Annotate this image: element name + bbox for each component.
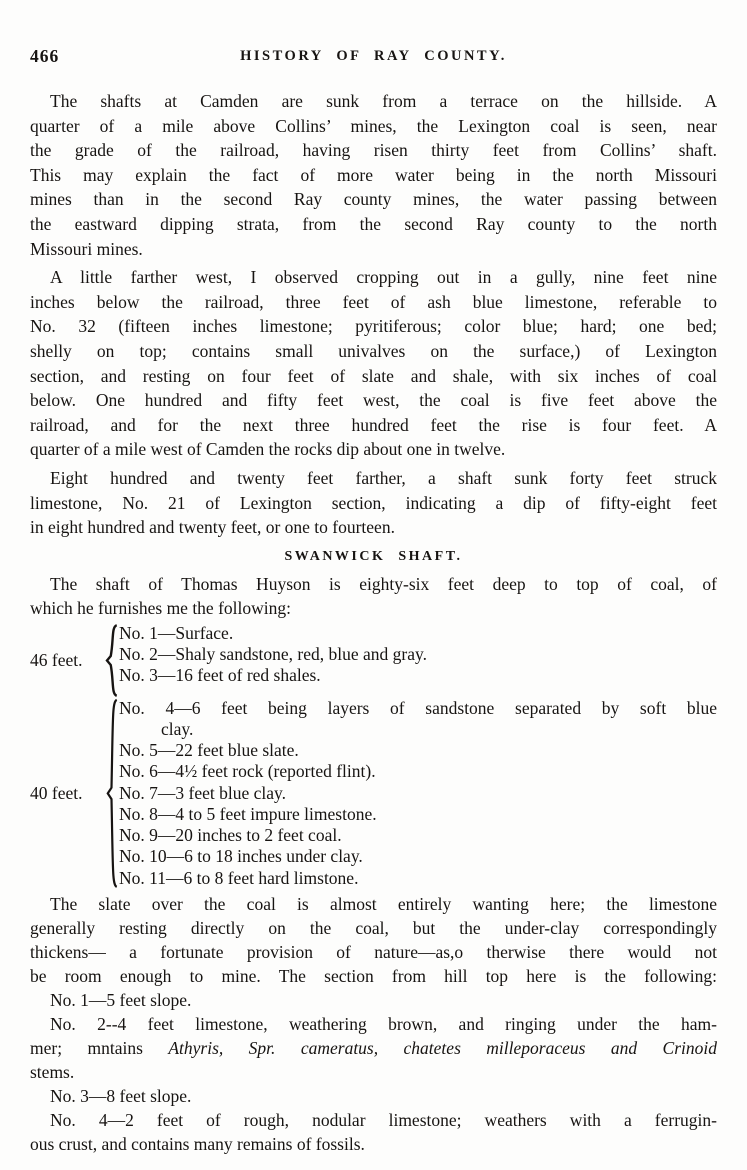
text-line: which he furnishes me the following:: [30, 598, 291, 619]
text-line: below. One hundred and fifty feet west, the coal is five feet above the: [30, 390, 717, 411]
paragraph-huyson-intro: [30, 572, 717, 621]
shaft-layer-line: No. 3—16 feet of red shales.: [119, 665, 321, 686]
paragraph-camden-shafts: [30, 89, 717, 261]
shaft-group-items: [119, 698, 717, 889]
text-line: No. 32 (fifteen inches limestone; pyritiferous; color blue; hard; one bed;: [30, 316, 717, 337]
text-line: generally resting directly on the coal, but the under-clay correspondingly: [30, 917, 717, 938]
shaft-group-40ft: [30, 698, 717, 889]
shaft-layer-line: No. 11—6 to 8 feet hard limstone.: [119, 867, 359, 888]
text-line: The shaft of Thomas Huyson is eighty-six feet deep to top of coal, of: [50, 573, 717, 594]
shaft-layer-line: No. 9—20 inches to 2 feet coal.: [119, 825, 342, 846]
shaft-layer-line: No. 8—4 to 5 feet impure limestone.: [119, 803, 377, 824]
text-line: shelly on top; contains small univalves on the surface,) of Lexington: [30, 340, 717, 361]
paragraph-gully-outcrop: [30, 265, 717, 462]
text-line: quarter of a mile above Collins’ mines, the Lexington coal is seen, near: [30, 115, 717, 136]
running-header: [30, 45, 717, 67]
brace-icon: [104, 698, 119, 889]
text-line: the eastward dipping strata, from the second Ray county to the north: [30, 213, 717, 234]
section-item-line: No. 4—2 feet of rough, nodular limestone; weathers with a ferrugin-: [50, 1109, 717, 1130]
shaft-layer-line: No. 4—6 feet being layers of sandstone separated by soft blue: [119, 697, 717, 718]
shaft-layer-line: No. 7—3 feet blue clay.: [119, 782, 287, 803]
shaft-section-record: [30, 623, 717, 889]
group-depth-label: 40 feet.: [30, 782, 83, 803]
paragraph-shaft-dip: [30, 466, 717, 540]
text-line: section, and resting on four feet of slate and shale, with six inches of coal: [30, 365, 717, 386]
section-item-line: No. 1—5 feet slope.: [50, 989, 192, 1010]
text-line: Missouri mines.: [30, 238, 143, 259]
section-item-line: No. 2--4 feet limestone, weathering brown, and ringing under the ham-: [50, 1013, 717, 1034]
brace-icon: [104, 623, 119, 698]
text-line: be room enough to mine. The section from hill top here is the following:: [30, 965, 717, 986]
shaft-group-46ft: [30, 623, 717, 698]
text-line: This may explain the fact of more water being in the north Missouri: [30, 164, 717, 185]
text-line: The shafts at Camden are sunk from a terrace on the hillside. A: [50, 91, 717, 111]
shaft-group-items: [119, 623, 717, 698]
section-item-line: stems.: [30, 1061, 75, 1082]
text-line: Eight hundred and twenty feet farther, a shaft sunk forty feet struck: [50, 467, 717, 488]
shaft-layer-line: No. 10—6 to 18 inches under clay.: [119, 846, 363, 867]
section-item-line: No. 3—8 feet slope.: [50, 1085, 192, 1106]
shaft-layer-line: No. 2—Shaly sandstone, red, blue and gray.: [119, 644, 427, 665]
text-line: thickens— a fortunate provision of nature—as,o therwise there would not: [30, 941, 717, 962]
group-depth-label: 46 feet.: [30, 649, 83, 670]
section-item-line: [30, 1036, 717, 1060]
shaft-layer-line: No. 1—Surface.: [119, 622, 234, 643]
text-line: A little farther west, I observed cropping out in a gully, nine feet nine: [50, 267, 717, 288]
closing-section: [30, 892, 717, 1156]
shaft-layer-line: No. 5—22 feet blue slate.: [119, 740, 299, 761]
text-line: quarter of a mile west of Camden the rocks dip about one in twelve.: [30, 439, 506, 460]
hilltop-section-list: [30, 988, 717, 1156]
text-line: The slate over the coal is almost entirely wanting here; the limestone: [50, 893, 717, 914]
text-line: in eight hundred and twenty feet, or one to fourteen.: [30, 517, 395, 538]
running-title: HISTORY OF RAY COUNTY.: [240, 48, 507, 64]
text-line: inches below the railroad, three feet of ash blue limestone, referable to: [30, 291, 717, 312]
item-text-roman: mer; mntains: [30, 1037, 169, 1058]
paragraph-slate-wanting: [30, 892, 717, 988]
text-line: railroad, and for the next three hundred feet the rise is four feet. A: [30, 414, 717, 435]
fossil-names-italic: Athyris, Spr. cameratus, chatetes milleporaceus and Crinoid: [168, 1037, 717, 1058]
page-number: 466: [30, 46, 60, 66]
text-line: mines than in the second Ray county mines, the water passing between: [30, 189, 717, 210]
text-line: the grade of the railroad, having risen thirty feet from Collins’ shaft.: [30, 140, 717, 161]
text-line: limestone, No. 21 of Lexington section, indicating a dip of fifty-eight feet: [30, 492, 717, 513]
shaft-layer-line: clay.: [161, 719, 194, 740]
shaft-layer-line: No. 6—4½ feet rock (reported flint).: [119, 761, 376, 782]
section-heading: SWANWICK SHAFT.: [284, 548, 463, 564]
section-item-line: ous crust, and contains many remains of fossils.: [30, 1133, 365, 1154]
